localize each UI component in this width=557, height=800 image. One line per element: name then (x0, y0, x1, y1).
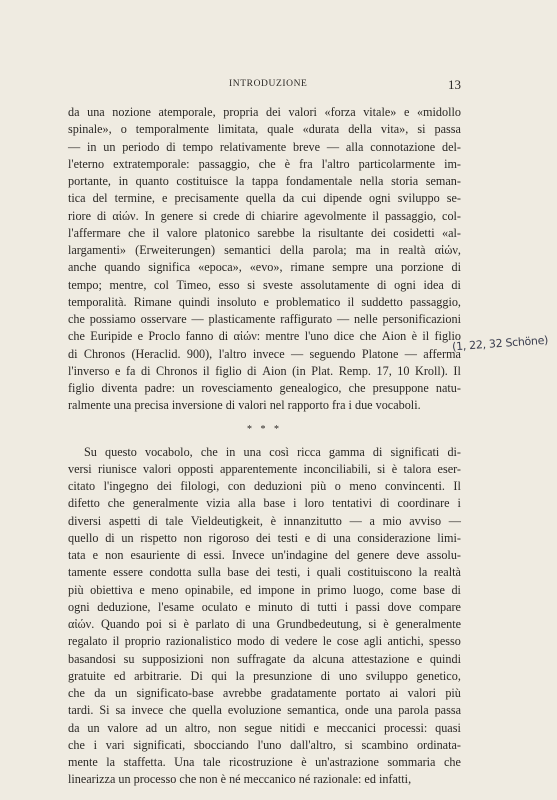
body-text (68, 104, 461, 789)
section-separator: * * * (247, 423, 282, 435)
text-line: quello di un rispetto non rigoroso dei testi e di una considerazione limi- (68, 530, 461, 545)
handwritten-margin-note: (1, 22, 32 Schöne) (451, 333, 549, 354)
text-line: l'inverso e fa di Chronos il figlio di Aion (in Plat. Remp. 17, 10 Kroll). Il (68, 363, 461, 378)
text-line: mente la staffetta. Una tale ricostruzione è un'astrazione sommaria che (68, 755, 461, 769)
text-line: da una nozione atemporale, propria dei valori «forza vitale» e «midollo (68, 105, 461, 119)
text-line: riore di αἰών. In genere si crede di chiarire agevolmente il passaggio, col- (68, 208, 461, 223)
text-line: ogni deduzione, l'esame oculato e minuto di tutti i passi dove compare (68, 599, 461, 614)
text-line: che Euripide e Proclo fanno di αἰών: mentre l'uno dice che Aion è il figlio (68, 329, 461, 344)
text-line: basandosi su supposizioni non suffragate da alcuna attestazione e quindi (68, 651, 461, 666)
text-line: tardi. Si sa invece che quella evoluzione semantica, onde una parola passa (68, 703, 461, 718)
text-line: portante, in quanto costituisce la tappa fondamentale nella storia seman- (68, 174, 461, 188)
text-line: versi riunisce valori opposti apparentemente inconciliabili, si è talora eser- (68, 461, 461, 476)
text-line: spinale», o temporalmente limitata, quale «durata della vita», si passa (68, 122, 461, 137)
text-line: citato l'ingegno dei filologi, con deduzioni più o meno convincenti. Il (68, 479, 461, 493)
text-line: difetto che generalmente vizia alla base i loro tentativi di coordinare i (68, 496, 461, 511)
text-line: l'eterno extratemporale: passaggio, che è fra l'altro particolarmente im- (68, 156, 461, 171)
text-line: — in un periodo di tempo relativamente breve — alla connotazione del- (68, 139, 461, 154)
paragraph-2 (68, 444, 461, 789)
text-line: gratuite ed arbitrarie. Di qui la presunzione di uno sviluppo genetico, (68, 668, 461, 683)
text-line: Su questo vocabolo, che in una così ricca gamma di significati di- (84, 444, 461, 459)
text-line: diversi aspetti di tale Vieldeutigkeit, è innanzitutto — a mio avviso — (68, 513, 461, 528)
text-line: anche quando significa «epoca», «evo», rimane sempre una porzione di (68, 260, 461, 275)
text-line: αἰών. Quando poi si è parlato di una Grundbedeutung, si è generalmente (68, 617, 461, 631)
text-line: che i vari significati, sbocciando l'uno dall'altro, si scambino ordinata- (68, 737, 461, 752)
text-line: da un valore ad un altro, non segue nitidi e meccanici processi: quasi (68, 720, 461, 735)
text-line: figlio diventa padre: un rovesciamento genealogico, che presuppone natu- (68, 381, 461, 395)
text-line: di Chronos (Heraclid. 900), l'altro invece — seguendo Platone — afferma (68, 346, 461, 361)
text-line: l'affermare che il valore platonico sarebbe la risultante dei cosidetti «al- (68, 225, 461, 240)
text-line: tica del termine, e precisamente quella da cui dipende ogni sviluppo se- (68, 191, 461, 206)
text-line: ralmente una precisa inversione di valori nel rapporto fra i due vocaboli. (68, 398, 421, 413)
text-line: largamenti» (Erweiterungen) semantici della parola; ma in realtà αἰών, (68, 243, 461, 257)
text-line: che possiamo osservare — plasticamente raffigurato — nelle personificazioni (68, 312, 461, 326)
text-line: linearizza un processo che non è né meccanico né razionale: ed infatti, (68, 772, 412, 787)
text-line: tempo; mentre, col Timeo, esso si sveste assolutamente di ogni idea di (68, 277, 461, 292)
text-line: tamente essere condotta sulla base dei testi, i quali costituiscono la realtà (68, 565, 461, 580)
text-line: più obiettiva e meno opinabile, ed impone in primo luogo, come base di (68, 582, 461, 597)
running-head: INTRODUZIONE (229, 79, 308, 89)
paragraph-1 (68, 104, 461, 415)
text-line: che da un significato-base avrebbe gradatamente portato ai valori più (68, 686, 461, 700)
page-number: 13 (448, 77, 461, 92)
text-line: tata e non esauriente di essi. Invece un'indagine del genere deve assolu- (68, 548, 461, 562)
text-line: temporalità. Rimane quindi insoluto e problematico il suddetto passaggio, (68, 294, 461, 309)
text-line: regalato il proprio razionalistico modo di vedere le cose agli antichi, spesso (68, 634, 461, 649)
